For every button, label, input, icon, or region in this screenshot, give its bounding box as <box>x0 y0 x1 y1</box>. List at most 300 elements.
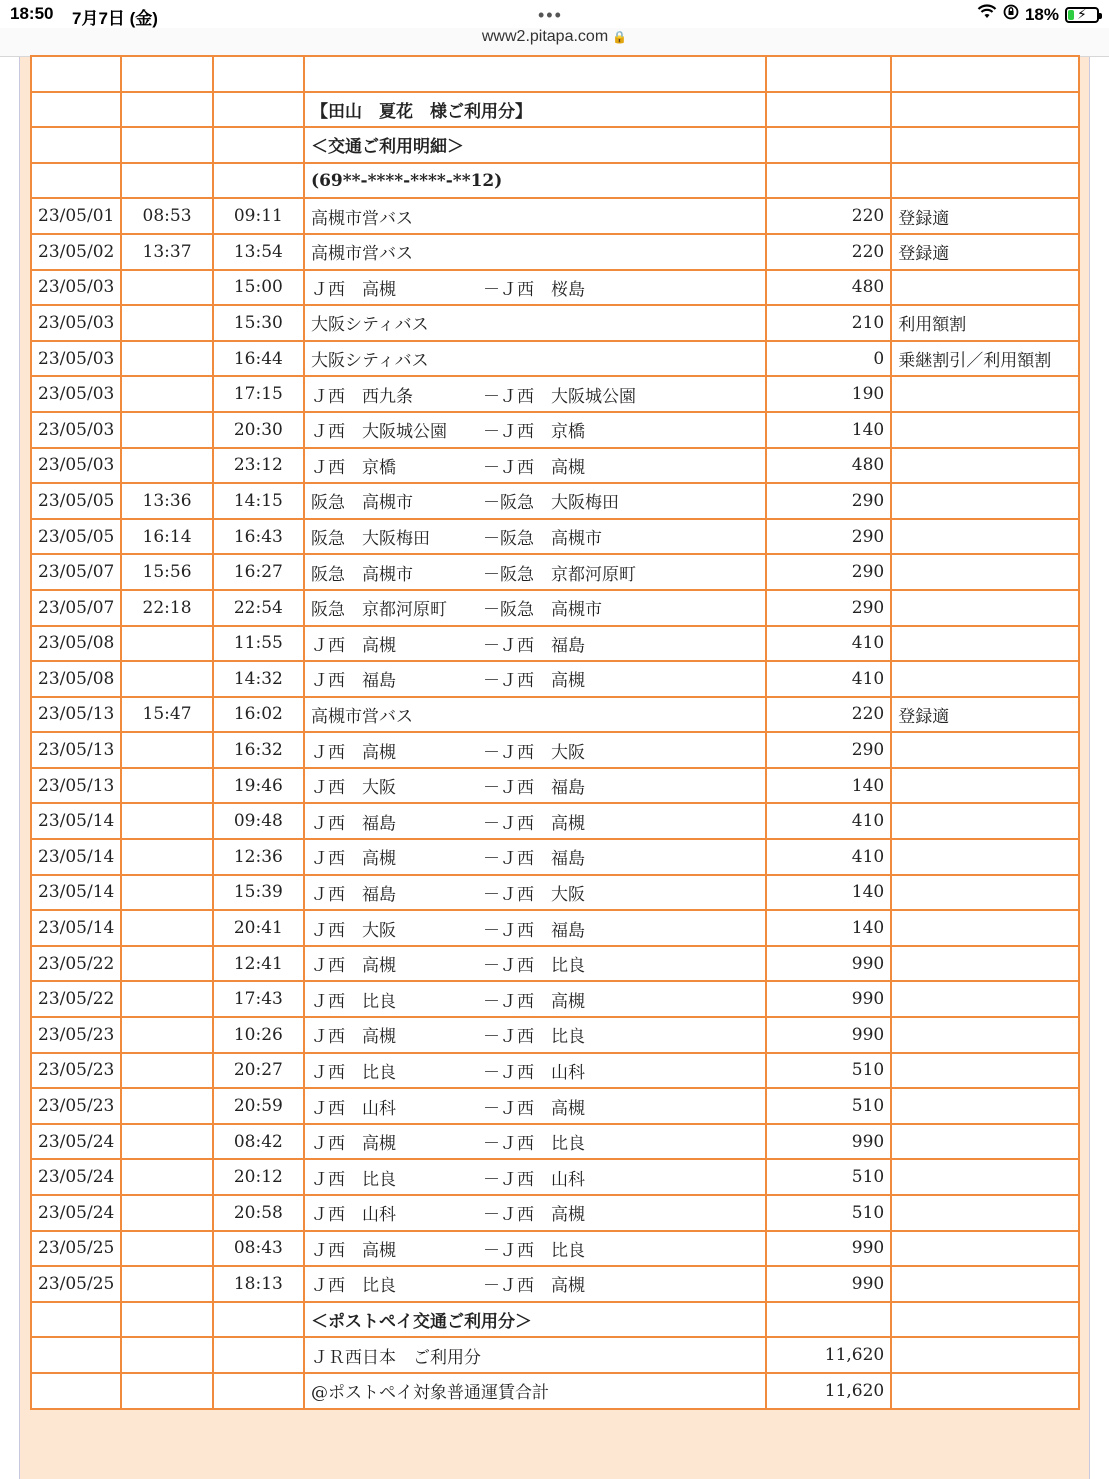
table-row-summary <box>31 1302 1079 1338</box>
amount-cell: 140 <box>766 412 891 448</box>
route-cell <box>304 1195 766 1231</box>
route-cell <box>304 234 766 270</box>
note-cell <box>891 127 1079 163</box>
date-cell: 23/05/14 <box>31 910 121 946</box>
battery-percent: 18% <box>1024 4 1059 24</box>
start-time-cell <box>121 376 212 412</box>
route-from: 高槻市営バス <box>311 244 414 265</box>
start-time-cell <box>121 875 212 911</box>
table-row <box>31 661 1079 697</box>
route-cell <box>304 590 766 626</box>
start-time-cell <box>121 946 212 982</box>
start-time-cell: 16:14 <box>121 519 212 555</box>
amount-cell: 410 <box>766 661 891 697</box>
end-time-cell: 19:46 <box>213 768 304 804</box>
status-right <box>977 4 1099 25</box>
summary-label: ＪＲ西日本 ご利用分 <box>304 1337 766 1373</box>
note-cell <box>891 1266 1079 1302</box>
route-from: 大阪シティバス <box>311 351 429 372</box>
note-cell <box>891 270 1079 306</box>
route-cell <box>304 875 766 911</box>
battery-icon: ⚡ <box>1065 7 1099 23</box>
route-to: －Ｊ西 比良 <box>483 956 586 977</box>
statement-page <box>19 57 1090 1479</box>
table-row <box>31 875 1079 911</box>
route-cell <box>304 1017 766 1053</box>
end-cell <box>213 1373 304 1409</box>
date-cell: 23/05/23 <box>31 1053 121 1089</box>
route-to: －Ｊ西 山科 <box>483 1062 586 1083</box>
date-cell: 23/05/13 <box>31 697 121 733</box>
start-time-cell <box>121 1195 212 1231</box>
note-cell <box>891 483 1079 519</box>
table-row <box>31 270 1079 306</box>
table-row <box>31 1266 1079 1302</box>
table-row <box>31 198 1079 234</box>
date-cell: 23/05/22 <box>31 946 121 982</box>
date-cell: 23/05/03 <box>31 448 121 484</box>
end-time-cell: 20:30 <box>213 412 304 448</box>
end-time-cell: 20:12 <box>213 1159 304 1195</box>
date-cell <box>31 1302 121 1338</box>
start-time-cell <box>121 839 212 875</box>
route-from: Ｊ西 高槻 <box>311 1134 397 1155</box>
table-row <box>31 1053 1079 1089</box>
table-row <box>31 839 1079 875</box>
route-cell <box>304 1053 766 1089</box>
route-cell <box>304 1088 766 1124</box>
summary-amount: 11,620 <box>766 1337 891 1373</box>
start-cell <box>121 1373 212 1409</box>
route-to: －Ｊ西 大阪城公園 <box>483 386 637 407</box>
route-to: －Ｊ西 高槻 <box>483 813 586 834</box>
summary-amount: 11,620 <box>766 1373 891 1409</box>
route-from: Ｊ西 高槻 <box>311 1027 397 1048</box>
end-cell <box>213 92 304 128</box>
route-from: Ｊ西 大阪城公園 <box>311 422 448 443</box>
table-row <box>31 910 1079 946</box>
end-time-cell: 22:54 <box>213 590 304 626</box>
amount-cell: 990 <box>766 981 891 1017</box>
amount-cell: 510 <box>766 1195 891 1231</box>
date-cell: 23/05/03 <box>31 376 121 412</box>
route-to: －Ｊ西 高槻 <box>483 991 586 1012</box>
amount-cell: 480 <box>766 270 891 306</box>
table-row <box>31 981 1079 1017</box>
amount-cell: 290 <box>766 483 891 519</box>
end-time-cell: 15:30 <box>213 305 304 341</box>
end-time-cell: 12:41 <box>213 946 304 982</box>
start-time-cell <box>121 1088 212 1124</box>
route-to: －Ｊ西 大阪 <box>483 742 586 763</box>
route-to: －Ｊ西 京橋 <box>483 422 586 443</box>
amount-cell: 140 <box>766 768 891 804</box>
route-cell <box>304 305 766 341</box>
note-cell <box>891 1088 1079 1124</box>
end-time-cell: 08:42 <box>213 1124 304 1160</box>
route-cell <box>304 198 766 234</box>
end-time-cell: 15:39 <box>213 875 304 911</box>
orientation-lock-icon <box>1003 4 1019 25</box>
end-cell <box>213 127 304 163</box>
date-cell: 23/05/25 <box>31 1266 121 1302</box>
route-cell <box>304 270 766 306</box>
route-to: －阪急 高槻市 <box>483 600 603 621</box>
table-row <box>31 626 1079 662</box>
note-cell <box>891 732 1079 768</box>
amount-cell: 990 <box>766 1124 891 1160</box>
amount-cell: 0 <box>766 341 891 377</box>
usage-table-body <box>31 56 1079 1409</box>
start-time-cell <box>121 1017 212 1053</box>
table-row <box>31 341 1079 377</box>
amount-cell: 220 <box>766 697 891 733</box>
date-cell: 23/05/24 <box>31 1195 121 1231</box>
end-time-cell: 20:41 <box>213 910 304 946</box>
route-from: 阪急 高槻市 <box>311 564 414 585</box>
amount-cell: 190 <box>766 376 891 412</box>
date-cell: 23/05/03 <box>31 412 121 448</box>
end-time-cell: 11:55 <box>213 626 304 662</box>
amount-cell <box>766 127 891 163</box>
start-time-cell <box>121 1124 212 1160</box>
route-cell <box>304 448 766 484</box>
route-from: Ｊ西 福島 <box>311 813 397 834</box>
start-time-cell <box>121 768 212 804</box>
end-time-cell: 09:48 <box>213 803 304 839</box>
route-from: Ｊ西 比良 <box>311 1169 397 1190</box>
date-cell: 23/05/24 <box>31 1159 121 1195</box>
route-from: 高槻市営バス <box>311 208 414 229</box>
route-to: －Ｊ西 高槻 <box>483 1098 586 1119</box>
route-cell <box>304 626 766 662</box>
date-cell: 23/05/14 <box>31 839 121 875</box>
route-to: －Ｊ西 高槻 <box>483 1276 586 1297</box>
table-row <box>31 1195 1079 1231</box>
summary-amount <box>766 1302 891 1338</box>
route-from: 大阪シティバス <box>311 315 429 336</box>
route-to: －Ｊ西 大阪 <box>483 884 586 905</box>
route-from: Ｊ西 比良 <box>311 1276 397 1297</box>
route-from: Ｊ西 西九条 <box>311 386 414 407</box>
route-to: －Ｊ西 福島 <box>483 778 586 799</box>
route-to: －Ｊ西 高槻 <box>483 457 586 478</box>
start-time-cell: 13:36 <box>121 483 212 519</box>
end-time-cell: 08:43 <box>213 1231 304 1267</box>
end-time-cell: 23:12 <box>213 448 304 484</box>
note-cell <box>891 1337 1079 1373</box>
table-row <box>31 946 1079 982</box>
date-cell: 23/05/25 <box>31 1231 121 1267</box>
date-cell: 23/05/07 <box>31 554 121 590</box>
start-time-cell: 13:37 <box>121 234 212 270</box>
start-time-cell <box>121 305 212 341</box>
amount-cell: 410 <box>766 803 891 839</box>
route-to: －Ｊ西 高槻 <box>483 1205 586 1226</box>
route-cell <box>304 661 766 697</box>
end-time-cell: 18:13 <box>213 1266 304 1302</box>
note-cell <box>891 839 1079 875</box>
date-cell: 23/05/08 <box>31 626 121 662</box>
note-cell <box>891 554 1079 590</box>
route-cell <box>304 519 766 555</box>
start-time-cell <box>121 1053 212 1089</box>
route-from: Ｊ西 高槻 <box>311 1240 397 1261</box>
note-cell <box>891 875 1079 911</box>
route-from: 阪急 高槻市 <box>311 493 414 514</box>
route-from: 高槻市営バス <box>311 706 414 727</box>
route-cell <box>304 946 766 982</box>
table-row <box>31 1017 1079 1053</box>
date-cell: 23/05/03 <box>31 341 121 377</box>
route-cell <box>304 1266 766 1302</box>
start-time-cell <box>121 910 212 946</box>
note-cell <box>891 1373 1079 1409</box>
amount-cell: 510 <box>766 1053 891 1089</box>
note-cell: 登録適 <box>891 234 1079 270</box>
start-time-cell <box>121 1231 212 1267</box>
section-header: (69**-****-****-**12) <box>304 163 766 199</box>
start-time-cell: 08:53 <box>121 198 212 234</box>
note-cell <box>891 519 1079 555</box>
route-to: －Ｊ西 高槻 <box>483 671 586 692</box>
start-cell <box>121 163 212 199</box>
table-row <box>31 1124 1079 1160</box>
table-row-summary <box>31 1337 1079 1373</box>
date-cell <box>31 1373 121 1409</box>
amount-cell: 290 <box>766 554 891 590</box>
table-row-header <box>31 127 1079 163</box>
route-cell <box>304 768 766 804</box>
amount-cell: 480 <box>766 448 891 484</box>
end-time-cell: 12:36 <box>213 839 304 875</box>
route-from: Ｊ西 高槻 <box>311 849 397 870</box>
date-cell: 23/05/23 <box>31 1017 121 1053</box>
date-cell: 23/05/07 <box>31 590 121 626</box>
end-time-cell: 14:15 <box>213 483 304 519</box>
amount-cell: 290 <box>766 590 891 626</box>
route-cell <box>304 981 766 1017</box>
table-row-header <box>31 92 1079 128</box>
route-from: Ｊ西 比良 <box>311 991 397 1012</box>
amount-cell: 290 <box>766 732 891 768</box>
route-to: －阪急 大阪梅田 <box>483 493 620 514</box>
date-cell <box>31 92 121 128</box>
note-cell <box>891 768 1079 804</box>
date-cell: 23/05/01 <box>31 198 121 234</box>
wifi-icon <box>977 4 997 25</box>
start-time-cell <box>121 803 212 839</box>
table-row <box>31 732 1079 768</box>
note-cell: 登録適 <box>891 198 1079 234</box>
url-text[interactable]: www2.pitapa.com <box>481 28 609 45</box>
note-cell <box>891 92 1079 128</box>
route-to: －Ｊ西 福島 <box>483 635 586 656</box>
start-time-cell: 15:47 <box>121 697 212 733</box>
end-time-cell: 09:11 <box>213 198 304 234</box>
route-from: Ｊ西 高槻 <box>311 956 397 977</box>
note-cell: 利用額割 <box>891 305 1079 341</box>
route-cell <box>304 412 766 448</box>
amount-cell: 510 <box>766 1088 891 1124</box>
note-cell: 登録適 <box>891 697 1079 733</box>
note-cell <box>891 590 1079 626</box>
date-cell <box>31 127 121 163</box>
table-row <box>31 697 1079 733</box>
amount-cell: 140 <box>766 910 891 946</box>
date-cell: 23/05/14 <box>31 875 121 911</box>
route-cell <box>304 376 766 412</box>
note-cell: 乗継割引／利用額割 <box>891 341 1079 377</box>
date-cell: 23/05/14 <box>31 803 121 839</box>
note-cell <box>891 1302 1079 1338</box>
amount-cell: 410 <box>766 626 891 662</box>
route-from: Ｊ西 高槻 <box>311 635 397 656</box>
route-cell <box>304 697 766 733</box>
end-time-cell: 16:02 <box>213 697 304 733</box>
start-time-cell <box>121 270 212 306</box>
route-from: Ｊ西 大阪 <box>311 920 397 941</box>
route-from: Ｊ西 福島 <box>311 671 397 692</box>
end-time-cell: 17:43 <box>213 981 304 1017</box>
start-time-cell <box>121 1266 212 1302</box>
route-from: Ｊ西 比良 <box>311 1062 397 1083</box>
route-to: －Ｊ西 比良 <box>483 1134 586 1155</box>
start-cell <box>121 1337 212 1373</box>
status-bar <box>0 0 1109 30</box>
date-cell: 23/05/05 <box>31 519 121 555</box>
note-cell <box>891 661 1079 697</box>
route-cell <box>304 839 766 875</box>
route-to: －Ｊ西 福島 <box>483 920 586 941</box>
end-time-cell: 16:44 <box>213 341 304 377</box>
note-cell <box>891 946 1079 982</box>
start-cell <box>121 92 212 128</box>
route-cell <box>304 1231 766 1267</box>
note-cell <box>891 448 1079 484</box>
start-time-cell <box>121 448 212 484</box>
note-cell <box>891 981 1079 1017</box>
note-cell <box>891 1159 1079 1195</box>
note-cell <box>891 376 1079 412</box>
start-time-cell <box>121 626 212 662</box>
route-to: －Ｊ西 桜島 <box>483 279 586 300</box>
note-cell <box>891 1124 1079 1160</box>
start-time-cell: 22:18 <box>121 590 212 626</box>
date-cell: 23/05/02 <box>31 234 121 270</box>
date-cell <box>31 163 121 199</box>
end-time-cell: 17:15 <box>213 376 304 412</box>
address-bar[interactable] <box>0 28 1109 57</box>
table-row <box>31 376 1079 412</box>
date-cell <box>31 1337 121 1373</box>
note-cell <box>891 626 1079 662</box>
route-from: Ｊ西 高槻 <box>311 279 397 300</box>
amount-cell: 290 <box>766 519 891 555</box>
note-cell <box>891 163 1079 199</box>
table-row <box>31 234 1079 270</box>
status-time: 18:50 <box>10 4 54 23</box>
route-cell <box>304 1159 766 1195</box>
route-from: Ｊ西 福島 <box>311 884 397 905</box>
note-cell <box>891 803 1079 839</box>
amount-cell: 510 <box>766 1159 891 1195</box>
route-to: －Ｊ西 山科 <box>483 1169 586 1190</box>
end-time-cell: 20:58 <box>213 1195 304 1231</box>
table-row <box>31 519 1079 555</box>
route-cell <box>304 341 766 377</box>
route-cell <box>304 910 766 946</box>
note-cell <box>891 1195 1079 1231</box>
table-row-header <box>31 163 1079 199</box>
table-row-spacer <box>31 56 1079 92</box>
amount-cell: 220 <box>766 234 891 270</box>
note-cell <box>891 1231 1079 1267</box>
end-time-cell: 14:32 <box>213 661 304 697</box>
note-cell <box>891 412 1079 448</box>
end-cell <box>213 163 304 199</box>
start-cell <box>121 1302 212 1338</box>
multitasking-dots-icon[interactable]: ••• <box>538 5 563 25</box>
table-row <box>31 1231 1079 1267</box>
end-time-cell: 10:26 <box>213 1017 304 1053</box>
route-from: 阪急 大阪梅田 <box>311 529 431 550</box>
start-time-cell <box>121 1159 212 1195</box>
start-time-cell <box>121 732 212 768</box>
status-date: 7月7日 (金) <box>72 9 158 28</box>
amount-cell: 990 <box>766 1266 891 1302</box>
table-row-summary <box>31 1373 1079 1409</box>
route-to: －阪急 高槻市 <box>483 529 603 550</box>
date-cell: 23/05/23 <box>31 1088 121 1124</box>
route-cell <box>304 483 766 519</box>
route-from: Ｊ西 京橋 <box>311 457 397 478</box>
date-cell: 23/05/22 <box>31 981 121 1017</box>
amount-cell <box>766 163 891 199</box>
amount-cell: 990 <box>766 946 891 982</box>
start-time-cell: 15:56 <box>121 554 212 590</box>
section-header: ＜交通ご利用明細＞ <box>304 127 766 163</box>
end-cell <box>213 1337 304 1373</box>
date-cell: 23/05/08 <box>31 661 121 697</box>
amount-cell: 990 <box>766 1017 891 1053</box>
table-row <box>31 590 1079 626</box>
amount-cell: 410 <box>766 839 891 875</box>
amount-cell: 140 <box>766 875 891 911</box>
table-row <box>31 1159 1079 1195</box>
table-row <box>31 803 1079 839</box>
route-cell <box>304 554 766 590</box>
table-row <box>31 554 1079 590</box>
route-to: －阪急 京都河原町 <box>483 564 637 585</box>
lock-icon: 🔒 <box>612 30 628 44</box>
end-time-cell: 20:59 <box>213 1088 304 1124</box>
table-row <box>31 768 1079 804</box>
route-from: Ｊ西 高槻 <box>311 742 397 763</box>
route-cell <box>304 1124 766 1160</box>
end-time-cell: 20:27 <box>213 1053 304 1089</box>
route-to: －Ｊ西 福島 <box>483 849 586 870</box>
usage-table <box>30 55 1080 1410</box>
table-row <box>31 412 1079 448</box>
note-cell <box>891 1017 1079 1053</box>
table-row <box>31 1088 1079 1124</box>
note-cell <box>891 1053 1079 1089</box>
summary-label: @ポストペイ対象普通運賃合計 <box>304 1373 766 1409</box>
route-from: Ｊ西 大阪 <box>311 778 397 799</box>
start-time-cell <box>121 661 212 697</box>
start-time-cell <box>121 412 212 448</box>
